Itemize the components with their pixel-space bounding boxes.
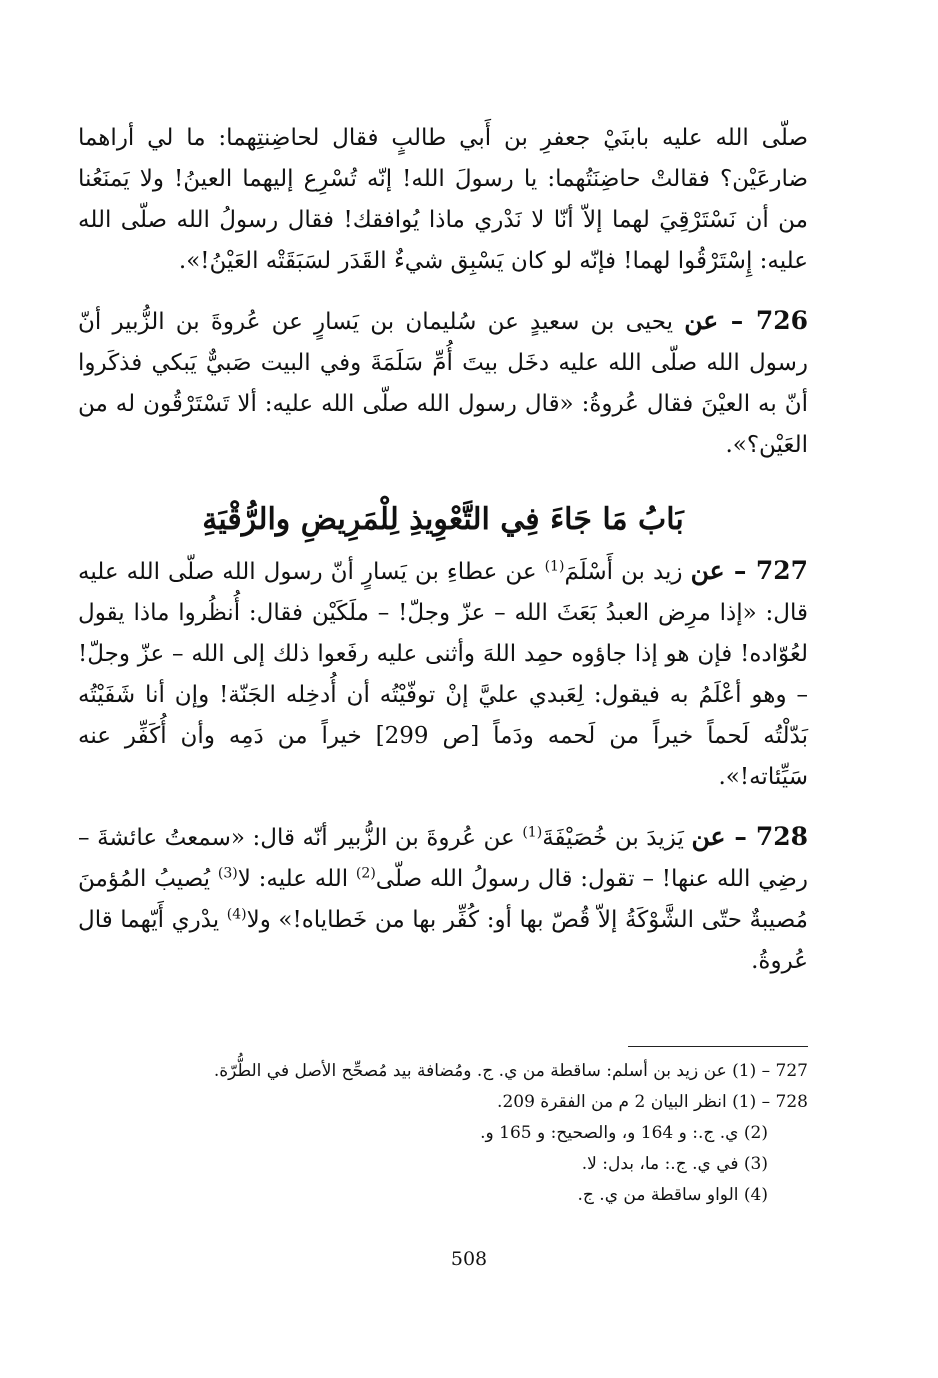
- page-body: [78, 118, 808, 1000]
- paragraph-text: يدْري أَيّهما قال عُروةُ.: [78, 907, 808, 974]
- paragraph-text: يُصيبُ المُؤمنَ مُصيبةٌ حتّى الشَّوْكَةُ إلاّ قُصّ بها أو: كُفِّر بها من خَطاياه!» ولا: [78, 866, 808, 933]
- footnote-ref: (3): [217, 865, 238, 882]
- paragraph-text: زيد بن أَسْلَمَ: [564, 559, 691, 585]
- paragraph-text: يَزيدَ بن خُصَيْفَةَ: [542, 825, 692, 851]
- footnote: 728 – (1) انظر البيان 2 م من الفقرة 209.: [497, 1092, 808, 1112]
- page-number: 508: [450, 1248, 488, 1270]
- paragraph-726: [78, 300, 808, 466]
- paragraph-text: عن عطاءِ بن يَسارٍ أنّ رسول الله صلّى الله عليه قال: «إذا مرِض العبدُ بَعَثَ الله – عزّ وجلّ! – ملَكَيْن فقال: أُنظُروا ماذا يقول لعُوّاده! فإن هو إذا جاؤوه حمِد اللهَ وأثنى عليه رفَعوا ذلك إلى الله – عزّ وجلّ! – وهو أعْلَمُ به فيقول: لِعَبدي عليَّ إنْ توفّيْتُه أن أُدخِله الجَنّة! وإن أنا شَفَيْتُه بَدّلْتُه لَحماً خيراً من لَحمه ودَماً [ص 299] خيراً من دَمِه وأن أُكَفِّر عنه سَيِّئاته!».: [78, 559, 808, 790]
- paragraph-text: الله عليه: لا: [237, 866, 356, 892]
- paragraph-727: [78, 550, 808, 798]
- hadith-number: 726 – عن: [684, 306, 808, 335]
- hadith-number: 728 – عن: [691, 822, 808, 851]
- footnote-ref: (1): [544, 558, 565, 575]
- paragraph-text: يحيى بن سعيدٍ عن سُليمان بن يَسارٍ عن عُروةَ بن الزُّبير أنّ رسول الله صلّى الله عليه دخَل بيتَ أُمِّ سَلَمَةَ وفي البيت صَبيٌّ يَبكي فذكَروا أنّ به العيْنَ فقال عُروةُ: «قال رسول الله صلّى الله عليه: ألا تَسْتَرْقُون له من العَيْن؟».: [78, 309, 808, 458]
- footnote: (4) الواو ساقطة من ي. ج.: [577, 1185, 768, 1205]
- footnote-divider: [628, 1046, 808, 1047]
- paragraph-text: عن عُروةَ بن الزُّبير أنّه قال: «سمعتُ عائشةَ – رضِي الله عنها! – تقول: قال رسولُ الله صلّى: [78, 825, 808, 892]
- footnote-ref: (2): [355, 865, 376, 882]
- footnote-ref: (1): [522, 824, 543, 841]
- footnotes: [78, 1056, 808, 1211]
- footnote: (3) في ي. ج.: ما، بدل: لا.: [581, 1154, 768, 1174]
- footnote: (2) ي. ج.: و 164 و، والصحيح: و 165 و.: [480, 1123, 768, 1143]
- paragraph-728: [78, 816, 808, 982]
- footnote-ref: (4): [226, 906, 247, 923]
- hadith-number: 727 – عن: [690, 556, 809, 585]
- footnote: 727 – (1) عن زيد بن أسلم: ساقطة من ي. ج. ومُضافة بيد مُصحِّح الأصل في الطُّرّة.: [213, 1061, 808, 1081]
- paragraph-continuation: [78, 118, 808, 282]
- paragraph-text: صلّى الله عليه بابنَيْ جعفرِ بن أَبي طالبٍ فقال لحاضِنتِهما: ما لي أراهما ضارعَيْن؟ فقالتْ حاضِنَتُهما: يا رسولَ الله! إنّه تُسْرِع إليهما العينُ! ولا يَمنَعُنا من أن نَسْتَرْقِيَ لهما إلاّ أنّا لا نَدْري ماذا يُوافقك! فقال رسولُ الله صلّى الله عليه: إِسْتَرْقُوا لهما! فإنّه لو كان يَسْبِق شيءٌ القَدَر لسَبَقَتْه العَيْنُ!».: [78, 125, 808, 274]
- chapter-heading: بَابُ مَا جَاءَ فِي التَّعْوِيذِ لِلْمَرِيضِ والرُّقْيَةِ: [202, 502, 684, 537]
